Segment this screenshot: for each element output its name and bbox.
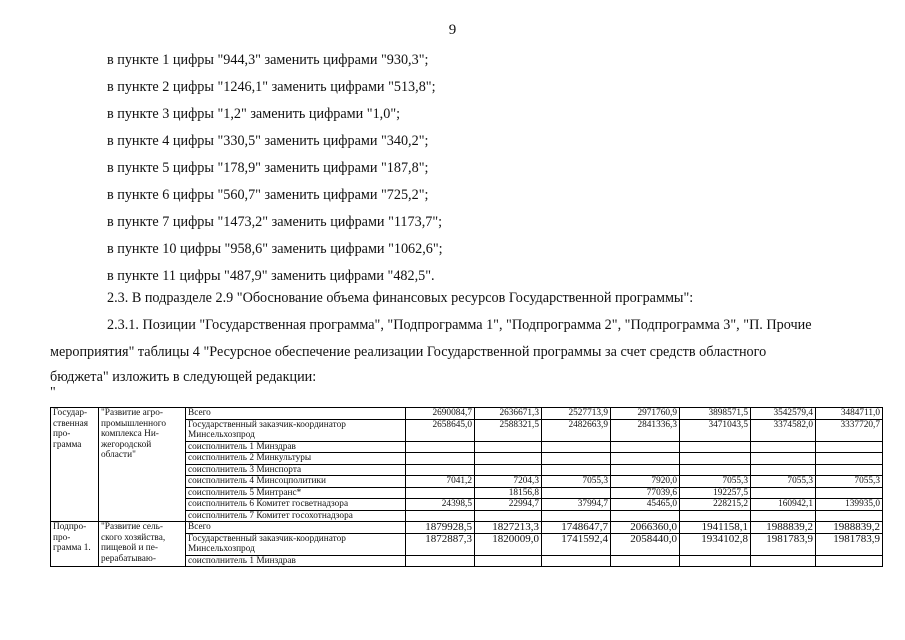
role-cell: соисполнитель 4 Минсоцполитики (186, 476, 406, 488)
resource-table (50, 407, 883, 567)
replacement-line: в пункте 10 цифры "958,6" заменить цифрами "1062,6"; (107, 241, 443, 257)
value-cell: 1981783,9 (816, 533, 883, 555)
value-cell (751, 453, 816, 465)
replacement-line: в пункте 4 цифры "330,5" заменить цифрами "340,2"; (107, 133, 429, 149)
section-heading: 2.3. В подразделе 2.9 "Обоснование объема финансовых ресурсов Государственной программы": (107, 290, 694, 306)
value-cell: 18156,8 (475, 487, 542, 499)
role-cell: соисполнитель 1 Минздрав (186, 555, 406, 567)
value-cell: 1872887,3 (406, 533, 475, 555)
value-cell (406, 487, 475, 499)
role-cell: Государственный заказчик-координатор Минсельхозпрод (186, 419, 406, 441)
role-cell: соисполнитель 3 Минспорта (186, 464, 406, 476)
value-cell: 1981783,9 (751, 533, 816, 555)
program-type-cell: Подпро-про-грамма 1. (51, 522, 99, 567)
value-cell: 7920,0 (611, 476, 680, 488)
replacement-line: в пункте 2 цифры "1246,1" заменить цифрами "513,8"; (107, 79, 436, 95)
value-cell: 2971760,9 (611, 408, 680, 420)
value-cell (816, 464, 883, 476)
program-name-cell: "Развитие агро-промышленного комплекса Ни-жегородской области" (99, 408, 186, 522)
value-cell: 24398,5 (406, 499, 475, 511)
role-cell: Всего (186, 408, 406, 420)
value-cell (542, 464, 611, 476)
value-cell: 2527713,9 (542, 408, 611, 420)
table-row (51, 408, 883, 420)
value-cell: 7055,3 (680, 476, 751, 488)
value-cell: 2658645,0 (406, 419, 475, 441)
value-cell: 7041,2 (406, 476, 475, 488)
value-cell (680, 510, 751, 522)
value-cell (406, 441, 475, 453)
value-cell: 2841336,3 (611, 419, 680, 441)
value-cell (680, 555, 751, 567)
paragraph-line: мероприятия" таблицы 4 "Ресурсное обеспечение реализации Государственной программы за счет средств областного (50, 344, 767, 360)
value-cell: 139935,0 (816, 499, 883, 511)
value-cell: 3484711,0 (816, 408, 883, 420)
value-cell: 2690084,7 (406, 408, 475, 420)
value-cell (406, 464, 475, 476)
replacement-line: в пункте 7 цифры "1473,2" заменить цифрами "1173,7"; (107, 214, 443, 230)
value-cell (816, 453, 883, 465)
value-cell (475, 441, 542, 453)
value-cell (611, 453, 680, 465)
value-cell: 1934102,8 (680, 533, 751, 555)
value-cell: 2588321,5 (475, 419, 542, 441)
value-cell: 7204,3 (475, 476, 542, 488)
value-cell: 1748647,7 (542, 522, 611, 534)
value-cell: 3471043,5 (680, 419, 751, 441)
value-cell (406, 453, 475, 465)
value-cell (751, 510, 816, 522)
role-cell: соисполнитель 2 Минкультуры (186, 453, 406, 465)
replacement-line: в пункте 3 цифры "1,2" заменить цифрами "1,0"; (107, 106, 401, 122)
value-cell (611, 555, 680, 567)
value-cell (680, 464, 751, 476)
value-cell: 1879928,5 (406, 522, 475, 534)
value-cell: 160942,1 (751, 499, 816, 511)
role-cell: соисполнитель 1 Минздрав (186, 441, 406, 453)
value-cell: 192257,5 (680, 487, 751, 499)
value-cell: 77039,6 (611, 487, 680, 499)
value-cell (816, 441, 883, 453)
value-cell: 7055,3 (751, 476, 816, 488)
value-cell (680, 453, 751, 465)
value-cell: 3898571,5 (680, 408, 751, 420)
value-cell (475, 510, 542, 522)
value-cell: 2058440,0 (611, 533, 680, 555)
value-cell (542, 441, 611, 453)
value-cell (680, 441, 751, 453)
replacement-line: в пункте 5 цифры "178,9" заменить цифрами "187,8"; (107, 160, 429, 176)
role-cell: Всего (186, 522, 406, 534)
value-cell: 22994,7 (475, 499, 542, 511)
value-cell: 228215,2 (680, 499, 751, 511)
value-cell (611, 464, 680, 476)
value-cell (475, 555, 542, 567)
program-name-cell: "Развитие сель-ского хозяйства, пищевой и пе-рерабатываю- (99, 522, 186, 567)
value-cell: 2066360,0 (611, 522, 680, 534)
value-cell (816, 510, 883, 522)
value-cell: 1827213,3 (475, 522, 542, 534)
value-cell (751, 487, 816, 499)
value-cell: 1741592,4 (542, 533, 611, 555)
replacement-line: в пункте 6 цифры "560,7" заменить цифрами "725,2"; (107, 187, 429, 203)
value-cell (406, 555, 475, 567)
value-cell (751, 555, 816, 567)
value-cell: 7055,3 (542, 476, 611, 488)
value-cell (611, 510, 680, 522)
role-cell: соисполнитель 5 Минтранс* (186, 487, 406, 499)
value-cell (542, 555, 611, 567)
role-cell: соисполнитель 6 Комитет госветнадзора (186, 499, 406, 511)
opening-quote: " (50, 385, 56, 400)
value-cell: 3374582,0 (751, 419, 816, 441)
value-cell (816, 555, 883, 567)
value-cell (611, 441, 680, 453)
value-cell (751, 464, 816, 476)
value-cell (542, 453, 611, 465)
table-row (51, 522, 883, 534)
value-cell: 37994,7 (542, 499, 611, 511)
value-cell: 1988839,2 (816, 522, 883, 534)
value-cell (475, 464, 542, 476)
value-cell: 3337720,7 (816, 419, 883, 441)
paragraph-line: бюджета" изложить в следующей редакции: (50, 369, 317, 385)
value-cell: 1988839,2 (751, 522, 816, 534)
value-cell: 7055,3 (816, 476, 883, 488)
program-type-cell: Государ-ственная про-грамма (51, 408, 99, 522)
value-cell: 2482663,9 (542, 419, 611, 441)
role-cell: Государственный заказчик-координатор Минсельхозпрод (186, 533, 406, 555)
role-cell: соисполнитель 7 Комитет госохотнадзора (186, 510, 406, 522)
value-cell: 45465,0 (611, 499, 680, 511)
value-cell (816, 487, 883, 499)
value-cell (542, 487, 611, 499)
replacement-line: в пункте 1 цифры "944,3" заменить цифрами "930,3"; (107, 52, 429, 68)
value-cell (542, 510, 611, 522)
replacement-line: в пункте 11 цифры "487,9" заменить цифрами "482,5". (107, 268, 435, 284)
value-cell (751, 441, 816, 453)
paragraph-line: 2.3.1. Позиции "Государственная программа", "Подпрограмма 1", "Подпрограмма 2", "Подпрограмма 3", "П. Прочие (107, 317, 812, 333)
value-cell: 3542579,4 (751, 408, 816, 420)
value-cell (406, 510, 475, 522)
value-cell: 2636671,3 (475, 408, 542, 420)
value-cell: 1820009,0 (475, 533, 542, 555)
value-cell (475, 453, 542, 465)
page-number: 9 (448, 22, 457, 38)
value-cell: 1941158,1 (680, 522, 751, 534)
